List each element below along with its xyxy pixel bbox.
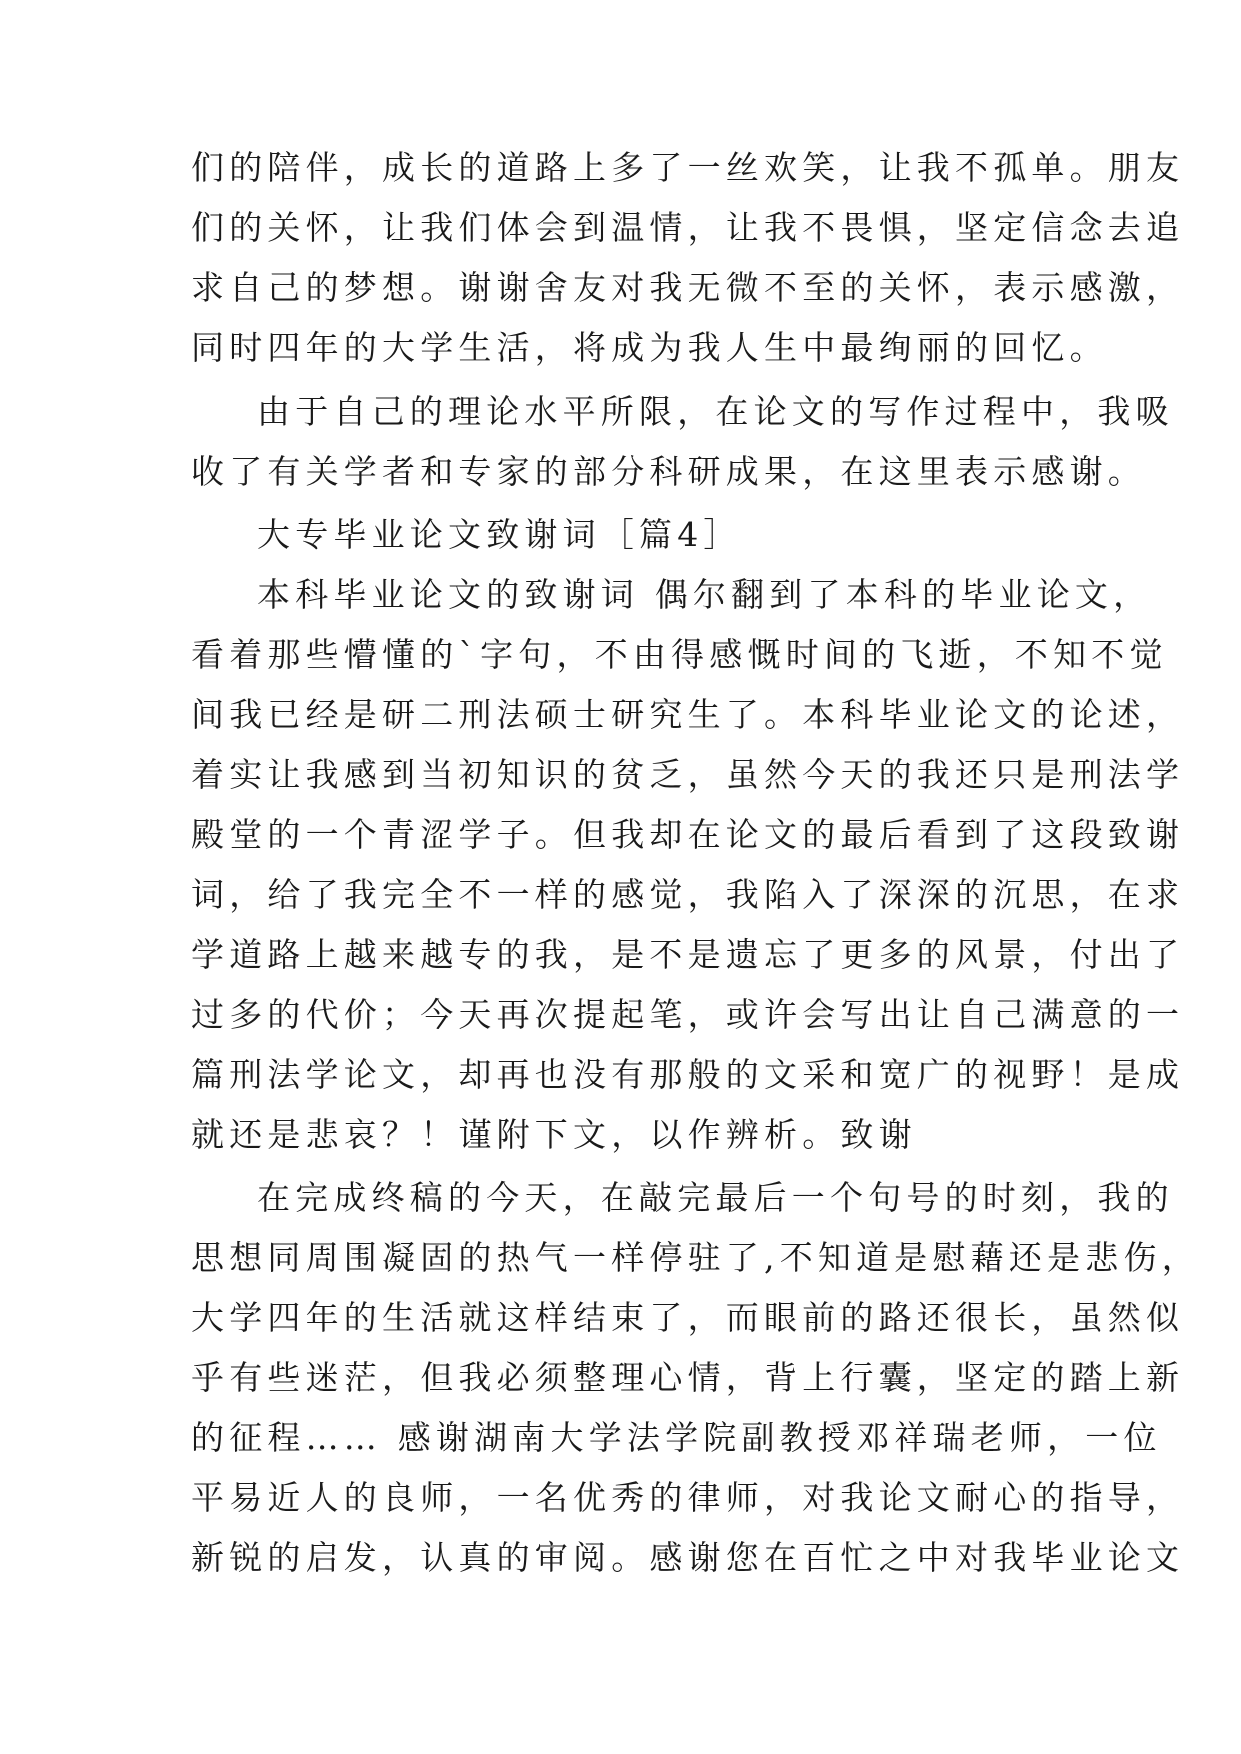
text-line: 过多的代价；今天再次提起笔，或许会写出让自己满意的一 [191,995,1185,1034]
text-line: 求自己的梦想。谢谢舍友对我无微不至的关怀，表示感激， [191,268,1185,307]
text-line: 学道路上越来越专的我，是不是遗忘了更多的风景，付出了 [191,935,1185,974]
text-line: 收了有关学者和专家的部分科研成果，在这里表示感谢。 [191,452,1146,491]
text-line: 看着那些懵懂的`字句，不由得感慨时间的飞逝，不知不觉 [191,635,1168,674]
text-line: 乎有些迷茫，但我必须整理心情，背上行囊，坚定的踏上新 [191,1358,1185,1397]
text-line: 由于自己的理论水平所限，在论文的写作过程中，我吸 [257,392,1174,431]
text-line: 们的关怀，让我们体会到温情，让我不畏惧，坚定信念去追 [191,208,1185,247]
text-line: 词，给了我完全不一样的感觉，我陷入了深深的沉思，在求 [191,875,1185,914]
text-line: 新锐的启发，认真的审阅。感谢您在百忙之中对我毕业论文 [191,1538,1185,1577]
text-line: 的征程…… 感谢湖南大学法学院副教授邓祥瑞老师，一位 [191,1418,1162,1457]
text-line: 在完成终稿的今天，在敲完最后一个句号的时刻，我的 [257,1178,1174,1217]
text-line: 们的陪伴，成长的道路上多了一丝欢笑，让我不孤单。朋友 [191,148,1185,187]
text-line: 本科毕业论文的致谢词 偶尔翻到了本科的毕业论文， [257,575,1152,614]
section-heading: 大专毕业论文致谢词［篇4］ [257,515,742,554]
text-line: 思想同周围凝固的热气一样停驻了,不知道是慰藉还是悲伤， [191,1238,1200,1277]
text-line: 平易近人的良师，一名优秀的律师，对我论文耐心的指导， [191,1478,1185,1517]
text-line: 间我已经是研二刑法硕士研究生了。本科毕业论文的论述， [191,695,1185,734]
text-line: 同时四年的大学生活，将成为我人生中最绚丽的回忆。 [191,328,1108,367]
text-line: 大学四年的生活就这样结束了，而眼前的路还很长，虽然似 [191,1298,1185,1337]
text-line: 着实让我感到当初知识的贫乏，虽然今天的我还只是刑法学 [191,755,1185,794]
text-line: 殿堂的一个青涩学子。但我却在论文的最后看到了这段致谢 [191,815,1185,854]
text-line: 就还是悲哀？！谨附下文，以作辨析。致谢 [191,1115,917,1154]
text-line: 篇刑法学论文，却再也没有那般的文采和宽广的视野！是成 [191,1055,1185,1094]
